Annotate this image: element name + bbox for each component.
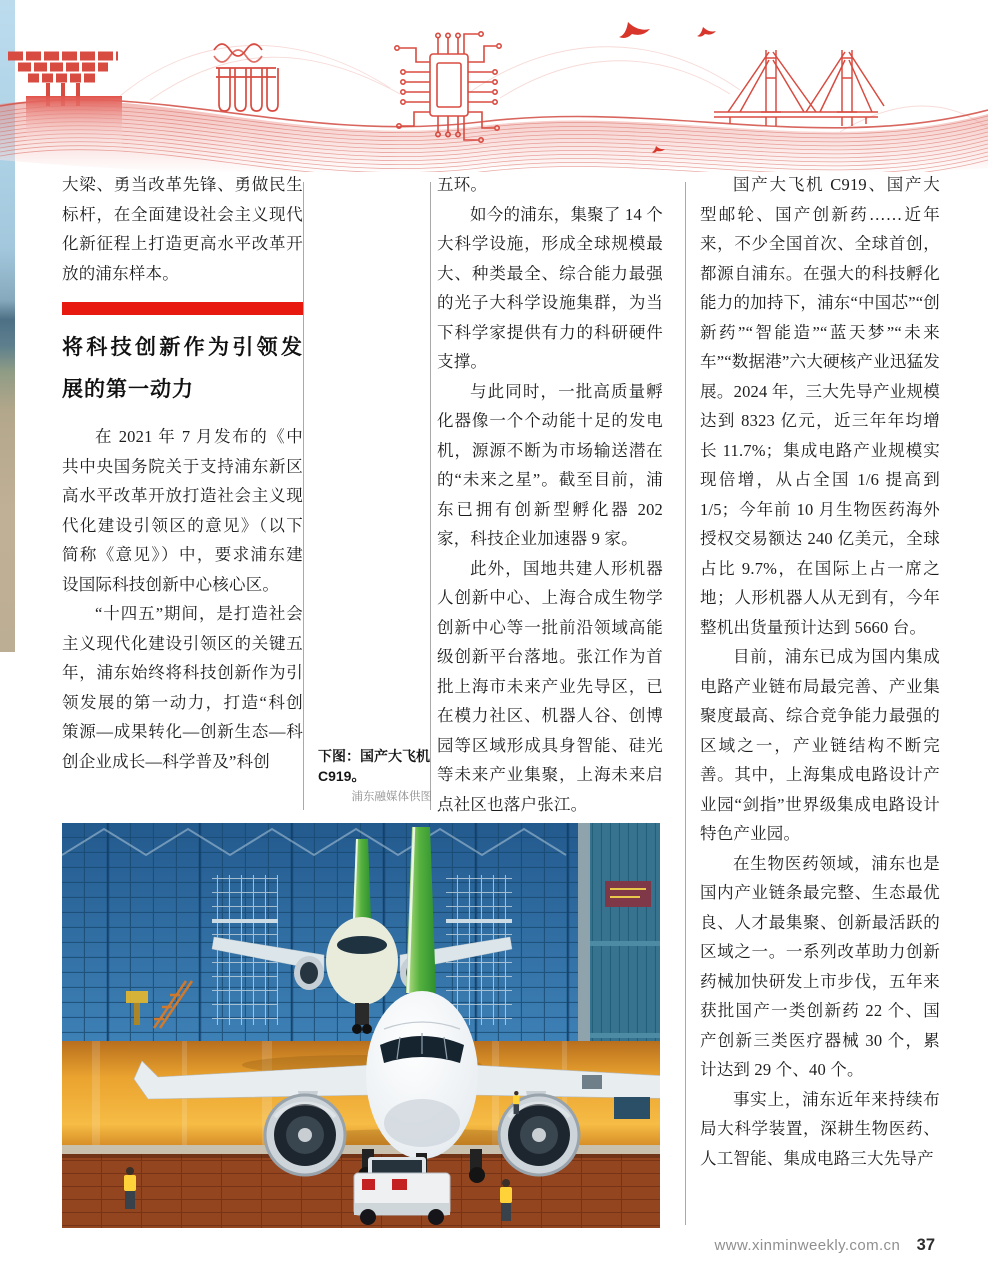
paragraph: “十四五”期间，是打造社会主义现代化建设引领区的关键五年，浦东始终将科技创新作为引领发展的第一动力，打造“科创策源—成果转化—创新生态—科创企业成长—科学普及”科创 (62, 604, 303, 771)
website-url: www.xinminweekly.com.cn (714, 1237, 901, 1254)
engine-left (265, 1095, 345, 1175)
cable-bridge-icon (714, 50, 884, 126)
wave-ribbon (0, 100, 988, 172)
photo-caption (318, 746, 432, 805)
paragraph: 与此同时，一批高质量孵化器像一个个动能十足的发电机，源源不断为市场输送潜在的“未来之星”。截至目前，浦东已拥有创新型孵化器 202 家，科技企业加速器 9 家。 (437, 381, 663, 548)
c919-hangar-illustration (62, 823, 660, 1228)
c919-hangar-photo (62, 823, 660, 1228)
banner-artwork (0, 0, 988, 172)
decorative-header-banner (0, 0, 988, 172)
photo-caption-label: 下图：国产大飞机 C919。 (318, 748, 430, 784)
page-footer (62, 1236, 935, 1255)
engine-right (499, 1095, 579, 1175)
text-column-1 (62, 170, 303, 776)
column-divider (303, 182, 304, 810)
yellow-lift (126, 991, 148, 1003)
section-heading: 将科技创新作为引领发展的第一动力 (62, 335, 303, 401)
paragraph: 如今的浦东，集聚了 14 个大科学设施，形成全球规模最大、种类最全、综合能力最强的光子大科学设施集群，为当下科学家提供有力的科研硬件支撑。 (437, 204, 663, 371)
paragraph: 在生物医药领域，浦东也是国内产业链条最完整、生态最优良、人才最集聚、创新最活跃的区域之一。一系列改革助力创新药械加快研发上市步伐，五年来获批国产一类创新药 22 个、国产创新三类医疗器械 30 个，累计达到 29 个、40 个。 (700, 853, 940, 1079)
paragraph: 目前，浦东已成为国内集成电路产业链布局最完善、产业集聚度最高、综合竞争能力最强的区域之一，产业链结构不断完善。其中，上海集成电路设计产业园“剑指”世界级集成电路设计特色产业园。 (700, 647, 940, 843)
paragraph: 事实上，浦东近年来持续布局大科学装置，深耕生物医药、人工智能、集成电路三大先导产 (700, 1089, 940, 1168)
section-divider-bar (62, 302, 303, 315)
column-divider (430, 182, 431, 810)
photo-caption-credit: 浦东融媒体供图 (351, 791, 432, 803)
column-divider (685, 182, 686, 1225)
paragraph: 此外，国地共建人形机器人创新中心、上海合成生物学创新中心等一批前沿领域高能级创新平台落地。张江作为首批上海市未来产业先导区，已在模力社区、机器人谷、创博园等区域形成具身智能、硅光等未来产业集聚，上海未来启点社区也落户张江。 (437, 558, 663, 814)
text-column-3 (700, 170, 940, 1173)
page-number: 37 (916, 1236, 935, 1254)
dna-test-tubes-icon (214, 44, 278, 111)
paragraph: 在 2021 年 7 月发布的《中共中央国务院关于支持浦东新区高水平改革开放打造社会主义现代化建设引领区的意见》（以下简称《意见》）中，要求浦东建设国际科技创新中心核心区。 (62, 427, 303, 594)
paragraph: 国产大飞机 C919、国产大型邮轮、国产创新药……近年来，不少全国首次、全球首创，都源自浦东。在强大的科技孵化能力的加持下，浦东“中国芯”“创新药”“智能造”“蓝天梦”“未来车”“数据港”六大硬核产业迅猛发展。2024 年，三大先导产业规模达到 8323 亿元，近三年年均增长 11.7%；集成电路产业规模实现倍增，从占全国 1/6 提高到 1/5；今年前 10 月生物医药海外授权交易额达 240 亿美元，全球占比 9.7%，在国际上占一席之地；人形机器人从无到有，今年整机出货量预计达到 5660 台。 (700, 175, 940, 637)
paragraph: 大梁、勇当改革先锋、勇做民生标杆，在全面建设社会主义现代化新征程上打造更高水平改革开放的浦东样本。 (62, 175, 303, 283)
hangar-banner (605, 881, 651, 907)
text-column-2 (437, 170, 663, 819)
paragraph: 五环。 (437, 175, 488, 194)
